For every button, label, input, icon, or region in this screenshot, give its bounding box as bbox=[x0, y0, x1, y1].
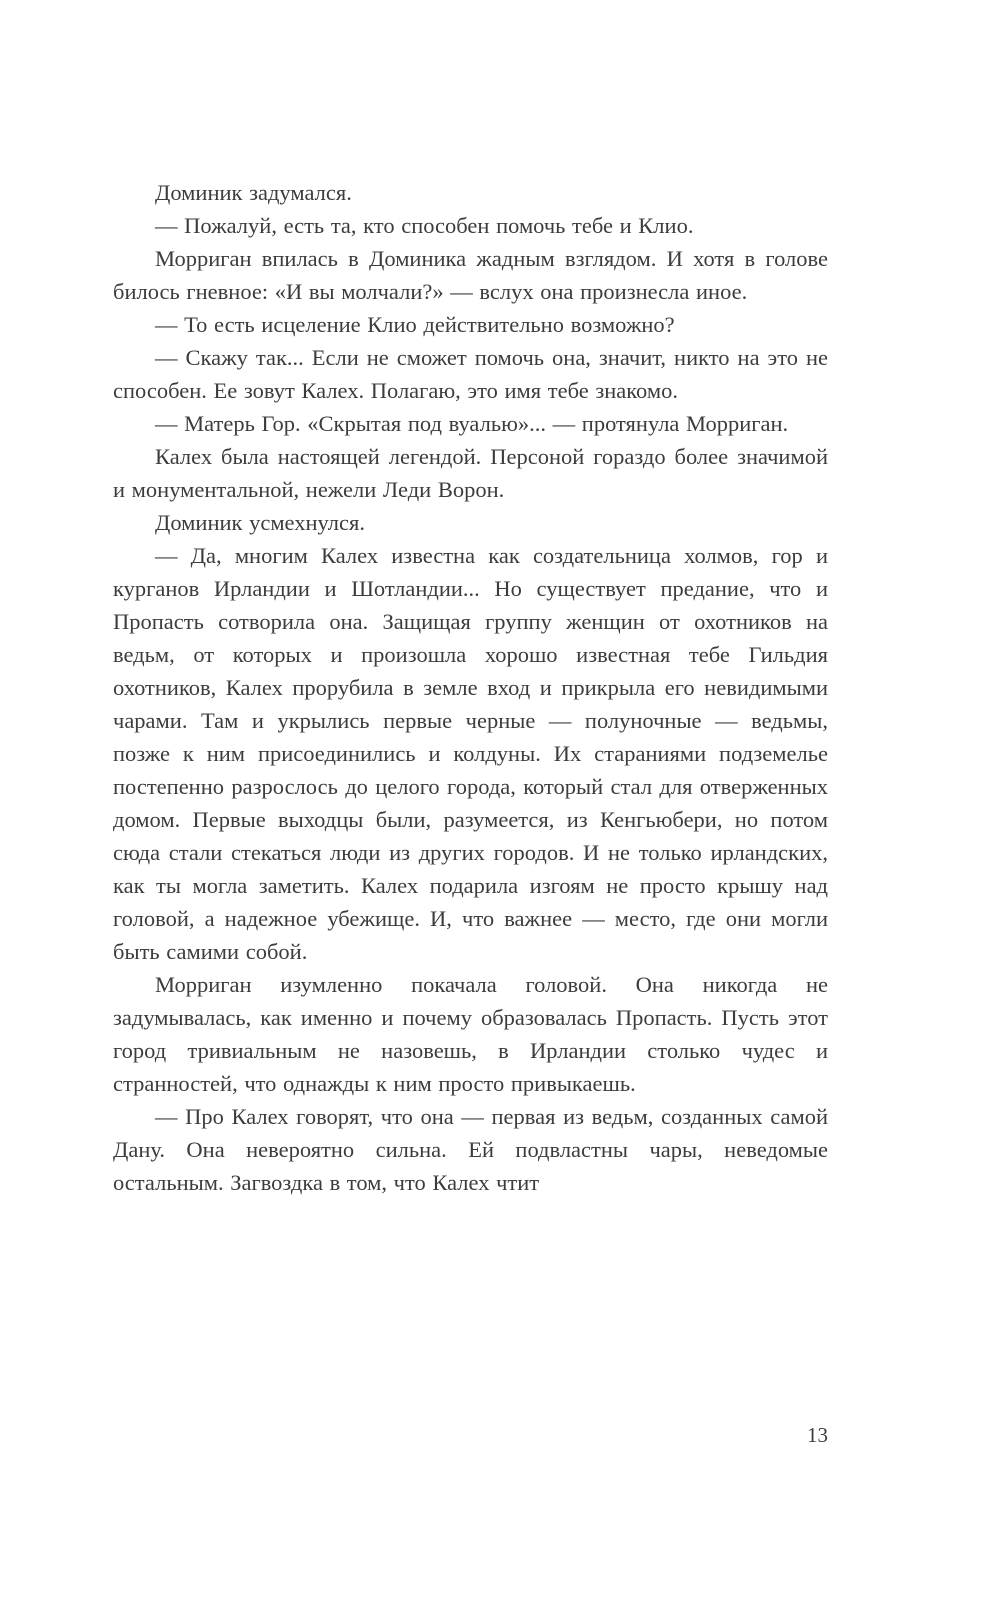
paragraph: — Да, многим Калех известна как создательница холмов, гор и курганов Ирландии и Шотландии... Но существует предание, что и Пропасть сотворила она. Защищая группу женщин от охотников на ведьм, от которых и произошла хорошо известная тебе Гильдия охотников, Калех прорубила в земле вход и прикрыла его невидимыми чарами. Там и укрылись первые черные — полуночные — ведьмы, позже к ним присоединились и колдуны. Их стараниями подземелье постепенно разрослось до целого города, который стал для отверженных домом. Первые выходцы были, разумеется, из Кенгьюбери, но потом сюда стали стекаться люди из других городов. И не только ирландских, как ты могла заметить. Калех подарила изгоям не просто крышу над головой, а надежное убежище. И, что важнее — место, где они могли быть самими собой. bbox=[113, 543, 828, 964]
paragraph: — Про Калех говорят, что она — первая из ведьм, созданных самой Дану. Она невероятно сильна. Ей подвластны чары, неведомые остальным. Загвоздка в том, что Калех чтит bbox=[113, 1104, 828, 1195]
text-block bbox=[113, 176, 828, 1199]
paragraph: — Скажу так... Если не сможет помочь она, значит, никто на это не способен. Ее зовут Калех. Полагаю, это имя тебе знакомо. bbox=[113, 345, 828, 403]
paragraph: — То есть исцеление Клио действительно возможно? bbox=[155, 312, 675, 337]
paragraph: Морриган впилась в Доминика жадным взглядом. И хотя в голове билось гневное: «И вы молчали?» — вслух она произнесла иное. bbox=[113, 246, 828, 304]
paragraph: Доминик задумался. bbox=[155, 180, 352, 205]
paragraph: — Матерь Гор. «Скрытая под вуалью»... — протянула Морриган. bbox=[155, 411, 789, 436]
page-number: 13 bbox=[807, 1423, 828, 1447]
paragraph: Доминик усмехнулся. bbox=[155, 510, 365, 535]
paragraph: — Пожалуй, есть та, кто способен помочь тебе и Клио. bbox=[155, 213, 694, 238]
paragraph: Морриган изумленно покачала головой. Она никогда не задумывалась, как именно и почему образовалась Пропасть. Пусть этот город тривиальным не назовешь, в Ирландии столько чудес и странностей, что однажды к ним просто привыкаешь. bbox=[113, 972, 828, 1096]
paragraph: Калех была настоящей легендой. Персоной гораздо более значимой и монументальной, нежели Леди Ворон. bbox=[113, 444, 828, 502]
